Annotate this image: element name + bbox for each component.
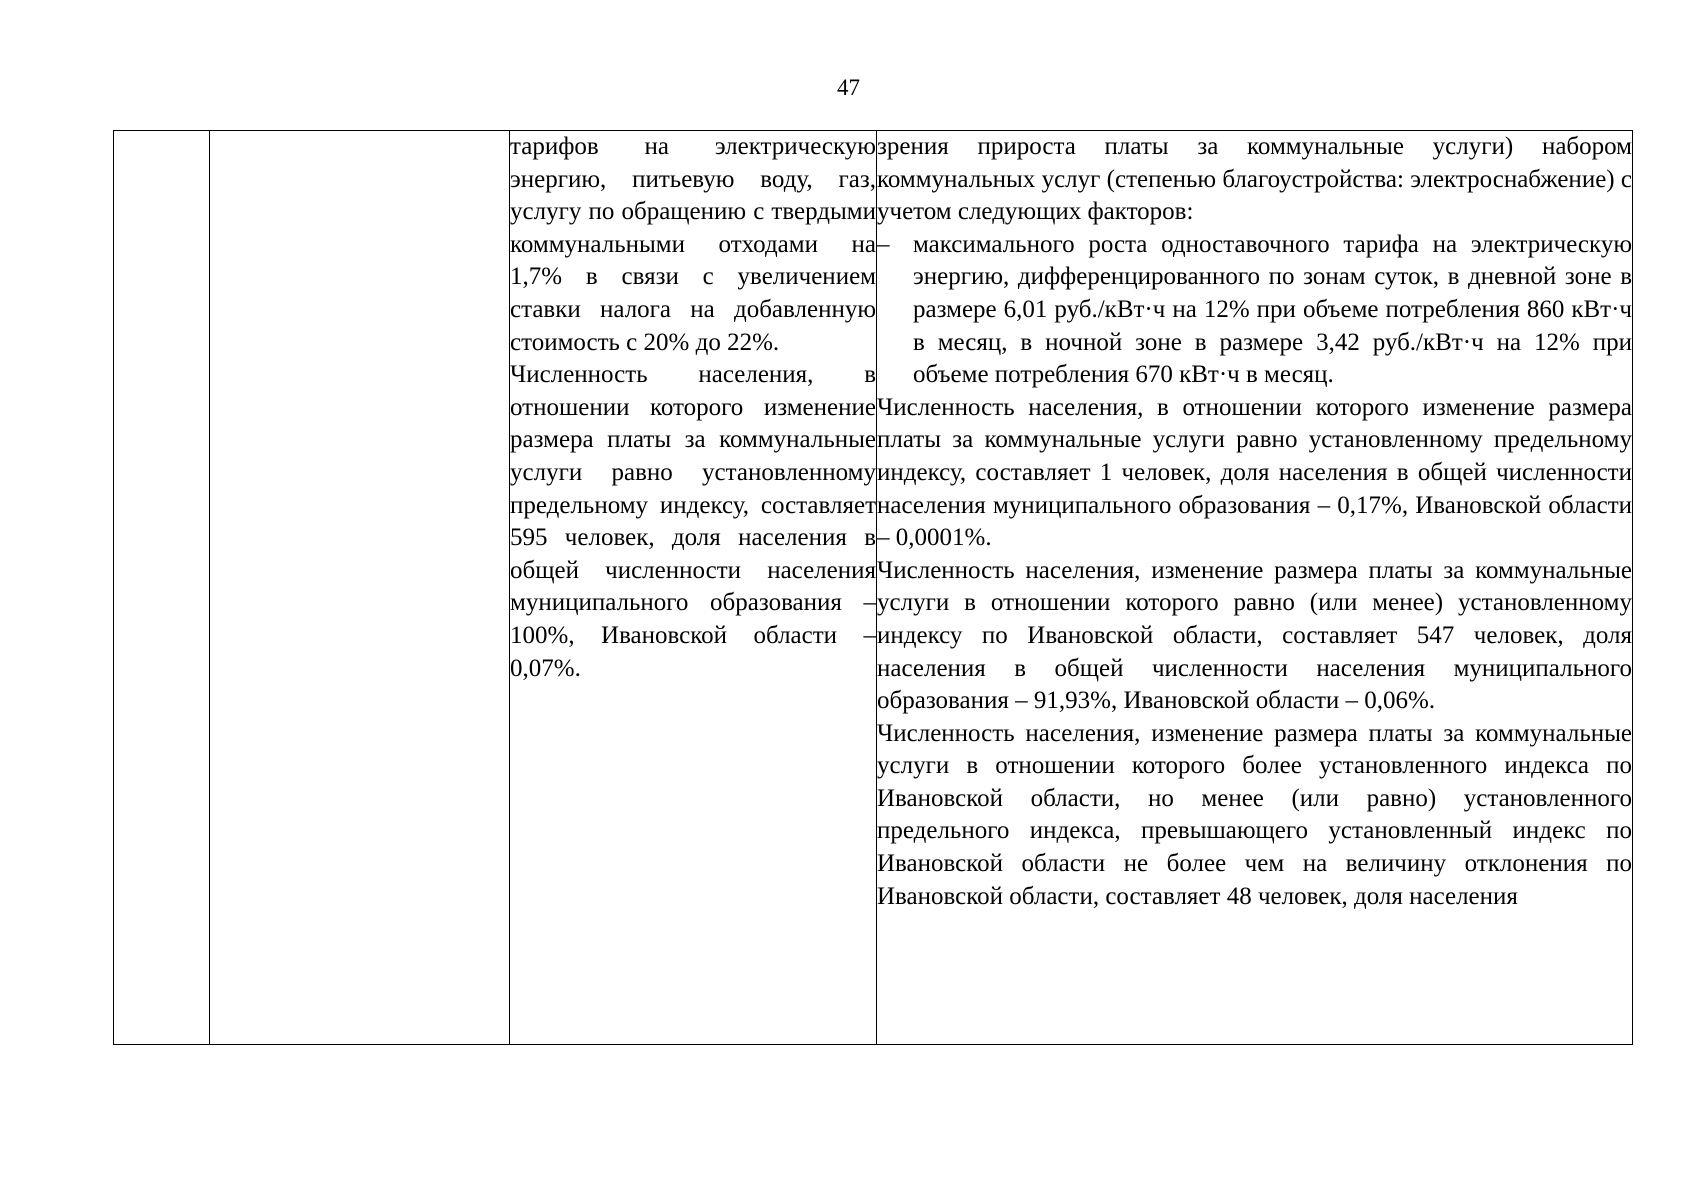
document-table <box>113 130 1633 1045</box>
table-row <box>114 131 1633 1045</box>
table-cell-justification <box>510 131 877 1045</box>
paragraph-intro: зрения прироста платы за коммунальные услуги) набором коммунальных услуг (степенью благоустройства: электроснабжение) с учетом следующих факторов: <box>877 133 1632 226</box>
paragraph-population-regional-index: Численность населения, изменение размера платы за коммунальные услуги в отношении которого равно (или менее) установленному индексу по Ивановской области, составляет 547 человек, доля населения в общей численности населения муниципального образования – 91,93%, Ивановской области – 0,06%. <box>877 556 1632 715</box>
page-number: 47 <box>837 75 860 100</box>
table-cell-name <box>210 131 510 1045</box>
table-cell-analysis <box>877 131 1633 1045</box>
paragraph-population-above-index: Численность населения, изменение размера платы за коммунальные услуги в отношении которого более установленного индекса по Ивановской области, но менее (или равно) установленного предельного индекса, превышающего установленный индекс по Ивановской области не более чем на величину отклонения по Ивановской области, составляет 48 человек, доля населения <box>877 719 1632 910</box>
paragraph-tariff-growth: тарифов на электрическую энергию, питьевую воду, газ, услугу по обращению с твердыми коммунальными отходами на 1,7% в связи с увеличением ставки налога на добавленную стоимость с 20% до 22%. <box>510 133 876 356</box>
table-cell-number <box>114 131 210 1045</box>
list-item <box>877 229 1632 392</box>
paragraph-population-limit-index: Численность населения, в отношении которого изменение размера платы за коммунальные услуги равно установленному предельному индексу, составляет 1 человек, доля населения в общей численности населения муниципального образования – 0,17%, Ивановской области – 0,0001%. <box>877 393 1632 552</box>
bullet-marker: – <box>877 230 890 258</box>
paragraph-population-share: Численность населения, в отношении которого изменение размера платы за коммунальные услуги равно установленному предельному индексу, составляет 595 человек, доля населения в общей численности населения муниципального образования – 100%, Ивановской области – 0,07%. <box>510 361 876 682</box>
bullet-text: максимального роста одноставочного тарифа на электрическую энергию, дифференцированного по зонам суток, в дневной зоне в размере 6,01 руб./кВт·ч на 12% при объеме потребления 860 кВт·ч в месяц, в ночной зоне в размере 3,42 руб./кВт·ч на 12% при объеме потребления 670 кВт·ч в месяц. <box>913 230 1632 389</box>
